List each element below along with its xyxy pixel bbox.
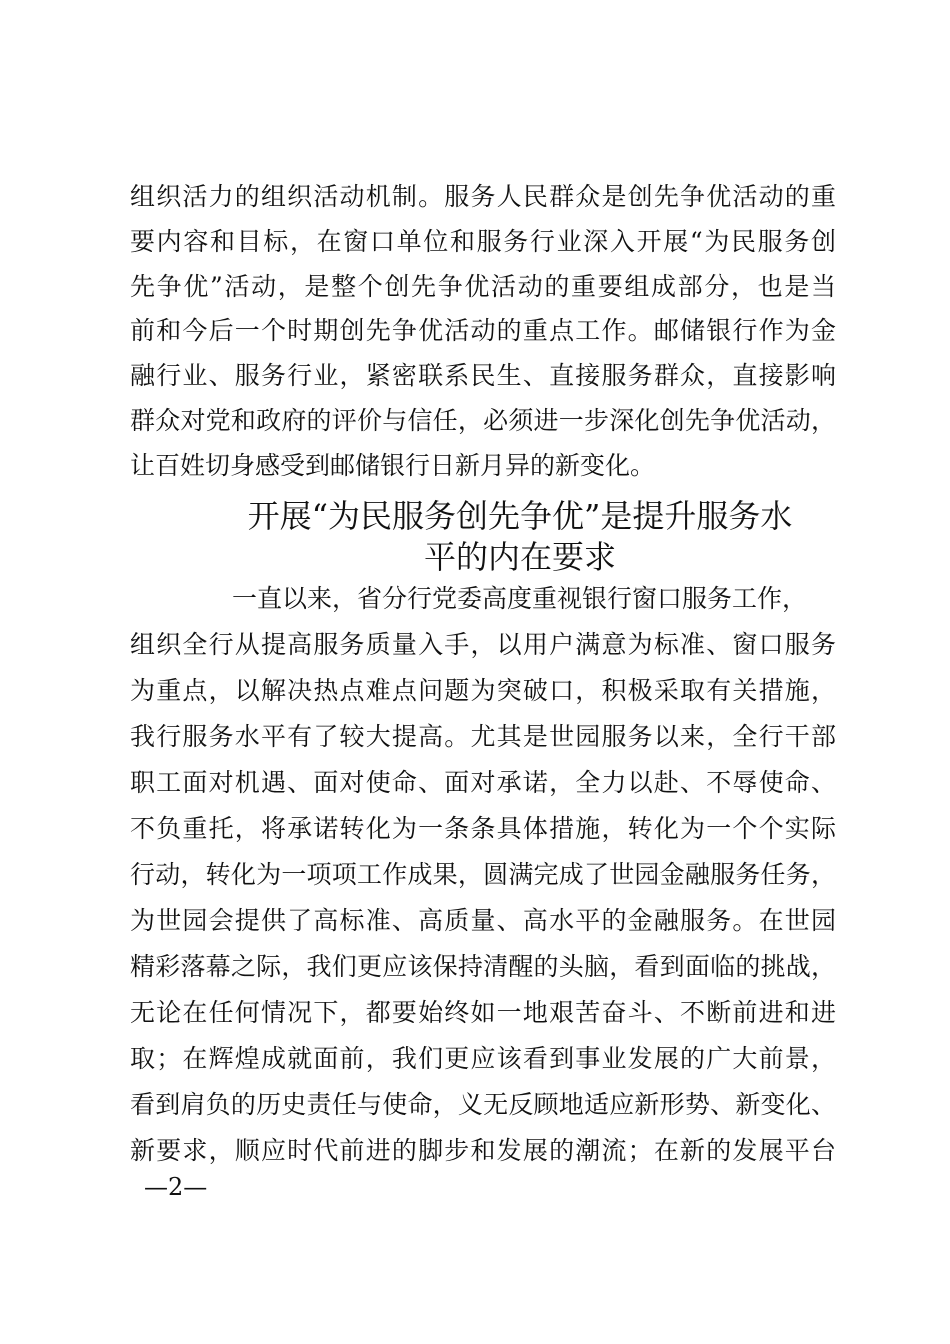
text-line: 群众对党和政府的评价与信任，必须进一步深化创先争优活动， [130,406,836,435]
text-line: 取；在辉煌成就面前，我们更应该看到事业发展的广大前景， [130,1044,836,1073]
text-line: 无论在任何情况下，都要始终如一地艰苦奋斗、不断前进和进 [130,998,836,1027]
page-number: —2— [144,1173,208,1201]
text-line: 为重点，以解决热点难点问题为突破口，积极采取有关措施， [130,676,836,705]
text-line: 精彩落幕之际，我们更应该保持清醒的头脑，看到面临的挑战， [130,952,836,981]
text-line: 为世园会提供了高标准、高质量、高水平的金融服务。在世园 [130,906,836,935]
text-line: 融行业、服务行业，紧密联系民生、直接服务群众，直接影响 [130,361,836,391]
text-line: 组织全行从提高服务质量入手，以用户满意为标准、窗口服务 [130,630,836,659]
text-line: 前和今后一个时期创先争优活动的重点工作。邮储银行作为金 [130,316,836,346]
text-line: 要内容和目标，在窗口单位和服务行业深入开展“为民服务创 [130,226,836,256]
heading-line: 平的内在要求 [423,538,616,576]
text-line: 一直以来，省分行党委高度重视银行窗口服务工作， [232,584,808,613]
text-line: 组织活力的组织活动机制。服务人民群众是创先争优活动的重 [130,182,836,211]
text-line: 行动，转化为一项项工作成果，圆满完成了世园金融服务任务， [130,860,836,889]
text-line: 职工面对机遇、面对使命、面对承诺，全力以赴、不辱使命、 [130,768,836,797]
text-line: 让百姓切身感受到邮储银行日新月异的新变化。 [130,450,656,480]
text-line: 不负重托，将承诺转化为一条条具体措施，转化为一个个实际 [130,814,836,843]
text-line: 新要求，顺应时代前进的脚步和发展的潮流；在新的发展平台 [130,1136,836,1165]
heading-line: 开展“为民服务创先争优”是提升服务水 [247,497,793,535]
text-line: 先争优”活动，是整个创先争优活动的重要组成部分，也是当 [130,271,836,301]
text-line: 看到肩负的历史责任与使命，义无反顾地适应新形势、新变化、 [130,1090,836,1119]
text-line: 我行服务水平有了较大提高。尤其是世园服务以来，全行干部 [130,722,836,751]
